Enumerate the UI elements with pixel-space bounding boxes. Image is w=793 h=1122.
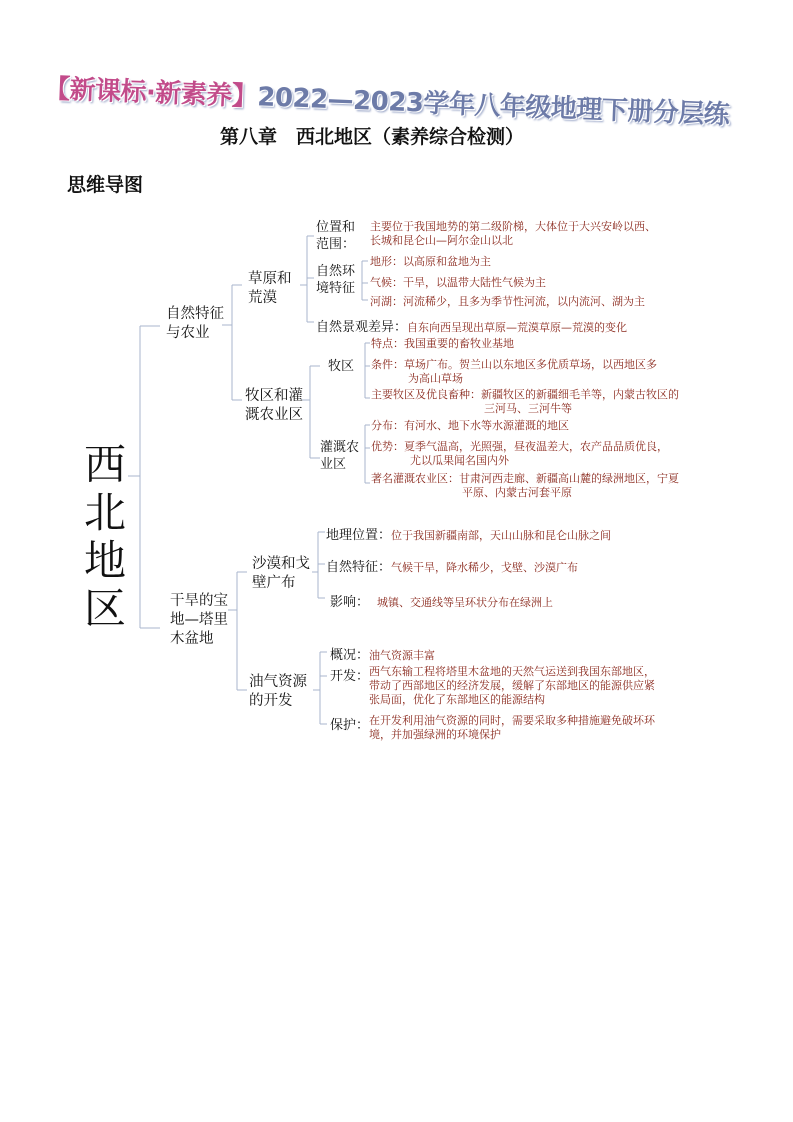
root-char-3: 地 (84, 536, 127, 585)
landscape-row (316, 316, 627, 336)
landscape-text: 自东向西呈现出草原—荒漠草原—荒漠的变化 (407, 321, 628, 334)
branch1-label: 自然特征 与农业 (166, 306, 224, 341)
irrigation-distribution: 分布：有河水、地下水等水源灌溉的地区 (371, 419, 569, 432)
irrigation-advantage: 优势：夏季气温高，光照强，昼夜温差大，农产品品质优良， 尤以瓜果闻名国内外 (371, 440, 668, 467)
oil-development-label: 开发： (330, 669, 370, 684)
grassland-label: 草原和 荒漠 (248, 271, 292, 306)
chapter-title: 第八章 西北地区（素养综合检测） (220, 126, 525, 148)
irrigation-label: 灌溉农 业区 (320, 440, 360, 472)
banner-tag: 新课标·新素养 (68, 74, 233, 112)
root-char-2: 北 (84, 488, 127, 537)
root-char-4: 区 (84, 584, 127, 633)
position-label: 位置和 范围： (316, 220, 356, 252)
root-char-1: 西 (84, 440, 127, 489)
pastoral-label: 牧区和灌 溉农业区 (245, 388, 303, 423)
nature-item-rivers: 河湖：河流稀少，且多为季节性河流，以内流河、湖为主 (370, 295, 645, 308)
nature-item-climate: 气候：干旱，以温带大陆性气候为主 (370, 276, 546, 289)
branch2-label: 干旱的宝 地—塔里 木盆地 (170, 593, 228, 647)
banner-bracket-close: 】 (231, 81, 258, 113)
banner-main: 2022—2023学年八年级地理下册分层练 (256, 82, 730, 131)
oil-protection-label: 保护： (330, 718, 370, 733)
banner-bracket-open: 【 (43, 74, 71, 105)
pasture-label: 牧区 (328, 359, 355, 374)
pasture-feature: 特点：我国重要的畜牧业基地 (371, 337, 514, 350)
desert-impact: 影响： 城镇、交通线等呈环状分布在绿洲上 (330, 595, 554, 610)
desert-label: 沙漠和戈 壁广布 (252, 556, 310, 591)
irrigation-famous: 著名灌溉农业区：甘肃河西走廊、新疆高山麓的绿洲地区，宁夏 平原、内蒙古河套平原 (371, 472, 679, 499)
landscape-label: 自然景观差异： (316, 320, 408, 335)
oil-development-text: 西气东输工程将塔里木盆地的天然气运送到我国东部地区， 带动了西部地区的经济发展，缓解了东部地区的能源供应紧 张局面，优化了东部地区的能源结构 (369, 665, 655, 706)
nature-label: 自然环 境特征 (316, 264, 356, 296)
desert-location: 地理位置：位于我国新疆南部，天山山脉和昆仑山脉之间 (326, 528, 612, 543)
nature-item-terrain: 地形：以高原和盆地为主 (370, 255, 491, 268)
pasture-condition: 条件：草场广布。贺兰山以东地区多优质草场，以西地区多 为高山草场 (371, 358, 657, 385)
pasture-breeds: 主要牧区及优良畜种：新疆牧区的新疆细毛羊等，内蒙古牧区的 三河马、三河牛等 (371, 388, 679, 415)
oil-label: 油气资源 的开发 (249, 674, 307, 709)
position-text: 主要位于我国地势的第二级阶梯，大体位于大兴安岭以西、 长城和昆仑山—阿尔金山以北 (370, 220, 656, 247)
desert-nature: 自然特征：气候干旱，降水稀少，戈壁、沙漠广布 (326, 560, 579, 575)
section-title: 思维导图 (67, 174, 144, 196)
oil-overview: 概况：油气资源丰富 (330, 648, 436, 663)
oil-protection-text: 在开发利用油气资源的同时，需要采取多种措施避免破坏环 境，并加强绿洲的环境保护 (369, 714, 655, 741)
